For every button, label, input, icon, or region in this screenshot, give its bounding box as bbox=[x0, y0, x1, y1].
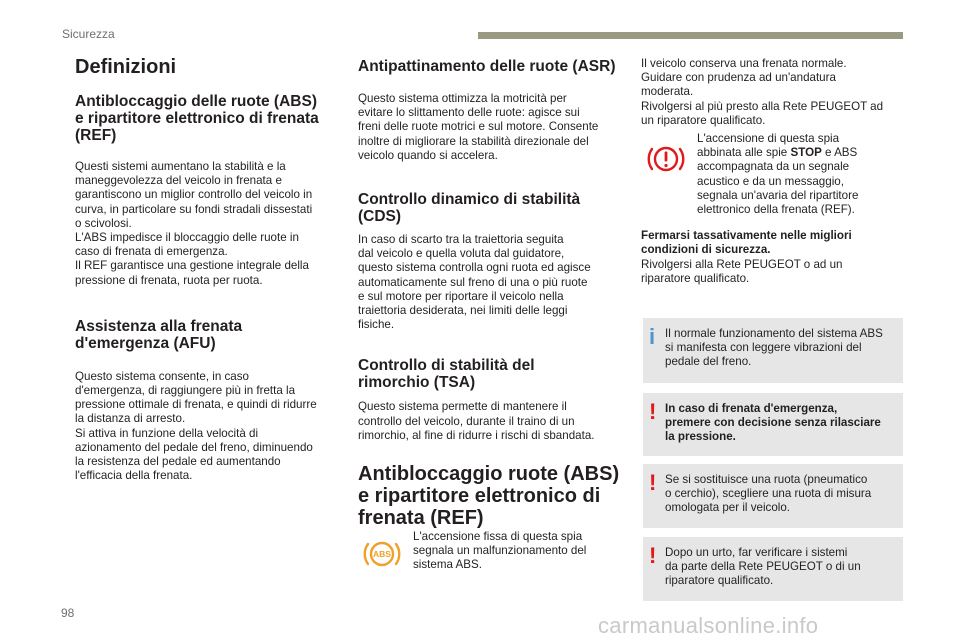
section-title: Sicurezza bbox=[62, 27, 115, 41]
tsa-heading: Controllo di stabilità del rimorchio (TSA) bbox=[358, 357, 535, 392]
warning-marker-icon: ! bbox=[649, 470, 657, 495]
asr-heading: Antipattinamento delle ruote (ASR) bbox=[358, 58, 616, 75]
lamp-text-part-1: L'accensione di questa spia abbinata alle spie bbox=[697, 132, 840, 160]
abs-ref-big-heading: Antibloccaggio ruote (ABS) e ripartitore elettronico di frenata (REF) bbox=[358, 463, 620, 530]
warning-box-impact bbox=[643, 537, 903, 601]
afu-text: Questo sistema consente, in caso d'emergenza, di raggiungere più in fretta la pressione ottimale di frenata, e quindi di ridurre la distanza di arresto. Si attiva in funzione della velocità di azionamento del pedale del freno, diminuendo la resistenza del pedale ed aumentando l'efficacia della frenata. bbox=[75, 369, 317, 483]
stop-text: Rivolgersi alla Rete PEUGEOT o ad un riparatore qualificato. bbox=[641, 258, 843, 286]
page-title: Definizioni bbox=[75, 56, 177, 78]
asr-text: Questo sistema ottimizza la motricità per evitare lo slittamento delle ruote: agisce sui freni delle ruote motrici e sul motore. Consente inoltre di migliorare la stabilità direzionale del veicolo quando si accelera. bbox=[358, 92, 599, 162]
column-right bbox=[641, 55, 903, 128]
cds-heading: Controllo dinamico di stabilità (CDS) bbox=[358, 191, 581, 226]
cds-text: In caso di scarto tra la traiettoria seguita dal veicolo e quella voluta dal guidatore, questo sistema controlla ogni ruota ed agisce automaticamente sul freno di una o più ruote e sul motore per riportare il veicolo nella traiettoria desiderata, nei limiti delle leggi fisiche. bbox=[358, 233, 591, 332]
abs-lamp-text: L'accensione fissa di questa spia segnala un malfunzionamento del sistema ABS. bbox=[413, 530, 587, 572]
lamp-text bbox=[697, 132, 902, 217]
intro-text: Il veicolo conserva una frenata normale. Guidare con prudenza ad un'andatura moderata. Rivolgersi al più presto alla Rete PEUGEOT ad un riparatore qualificato. bbox=[641, 57, 884, 127]
abs-ref-text: Questi sistemi aumentano la stabilità e la maneggevolezza del veicolo in frenata e garantiscono un miglior controllo del veicolo in curva, in particolare su fondi stradali dissestati o scivolosi. L'ABS impedisce il bloccaggio delle ruote in caso di frenata di emergenza. Il REF garantisce una gestione integrale della pressione di frenata, ruota per ruota. bbox=[75, 160, 313, 287]
stop-bold-text: Fermarsi tassativamente nelle migliori condizioni di sicurezza. bbox=[641, 229, 852, 257]
info-box-text: Il normale funzionamento del sistema ABS si manifesta con leggere vibrazioni del pedale del freno. bbox=[665, 327, 883, 369]
abs-icon-label: ABS bbox=[373, 549, 391, 560]
watermark: carmanualsonline.info bbox=[598, 613, 819, 638]
abs-warning-icon bbox=[362, 534, 402, 574]
warning-box-emergency bbox=[643, 393, 903, 456]
warning-box-wheel-text: Se si sostituisce una ruota (pneumatico o cerchio), scegliere una ruota di misura omologata per il veicolo. bbox=[665, 473, 872, 515]
info-box bbox=[643, 318, 903, 383]
header-bar bbox=[478, 32, 903, 39]
warning-box-wheel bbox=[643, 464, 903, 528]
warning-box-impact-text: Dopo un urto, far verificare i sistemi da parte della Rete PEUGEOT o di un riparatore qualificato. bbox=[665, 546, 861, 588]
warning-marker-icon: ! bbox=[649, 543, 657, 568]
abs-ref-heading: Antibloccaggio delle ruote (ABS) e ripartitore elettronico di frenata (REF) bbox=[75, 93, 319, 144]
warning-marker-icon: ! bbox=[649, 399, 657, 424]
lamp-text-part-2: e ABS accompagnata da un segnale acustico e da un messaggio, segnala un'avaria del ripartitore elettronico della frenata (REF). bbox=[697, 146, 859, 217]
column-left bbox=[75, 55, 337, 483]
warning-box-emergency-text: In caso di frenata d'emergenza, premere con decisione senza rilasciare la pressione. bbox=[665, 402, 881, 444]
info-marker-icon: i bbox=[649, 324, 656, 349]
column-middle bbox=[358, 55, 620, 529]
afu-heading: Assistenza alla frenata d'emergenza (AFU) bbox=[75, 317, 243, 352]
brake-warning-icon bbox=[646, 139, 686, 179]
lamp-text-stop: STOP bbox=[790, 146, 822, 160]
page-number: 98 bbox=[61, 606, 75, 620]
tsa-text: Questo sistema permette di mantenere il controllo del veicolo, durante il traino di un rimorchio, al fine di ridurre i rischi di sbandata. bbox=[358, 400, 595, 442]
